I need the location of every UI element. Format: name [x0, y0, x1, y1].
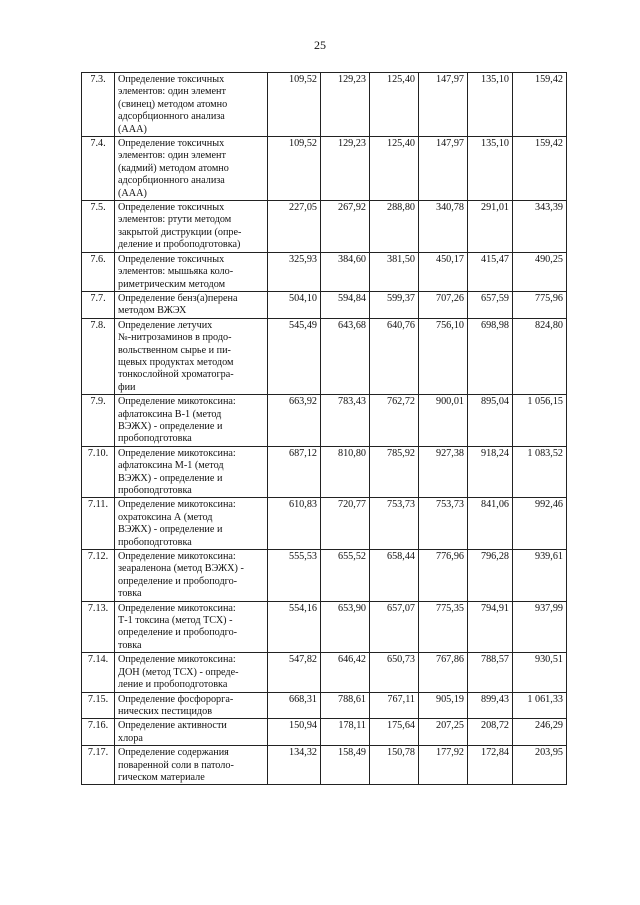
description-line: Определение токсичных — [118, 253, 225, 265]
price-cell: 135,10 — [468, 137, 513, 201]
description-cell — [115, 137, 268, 201]
table-row — [82, 601, 567, 653]
table-row — [82, 719, 567, 746]
price-cell: 599,37 — [370, 291, 419, 318]
price-cell: 159,42 — [513, 73, 567, 137]
price-cell: 490,25 — [513, 252, 567, 291]
table-row — [82, 318, 567, 394]
price-cell: 992,46 — [513, 498, 567, 550]
price-cell: 899,43 — [468, 692, 513, 719]
price-cell: 939,61 — [513, 550, 567, 602]
description-line: (ААА) — [118, 123, 147, 135]
price-cell: 384,60 — [321, 252, 370, 291]
price-cell: 927,38 — [419, 446, 468, 498]
price-cell: 594,84 — [321, 291, 370, 318]
price-cell: 918,24 — [468, 446, 513, 498]
price-cell: 657,59 — [468, 291, 513, 318]
description-line: Определение токсичных — [118, 138, 225, 150]
price-cell: 653,90 — [321, 601, 370, 653]
description-line: Определение содержания — [118, 747, 229, 759]
description-line: товка — [118, 588, 142, 600]
price-cell: 824,80 — [513, 318, 567, 394]
price-cell: 129,23 — [321, 73, 370, 137]
row-number-cell: 7.11. — [82, 498, 115, 550]
row-number-cell: 7.12. — [82, 550, 115, 602]
price-cell: 504,10 — [268, 291, 321, 318]
price-cell: 643,68 — [321, 318, 370, 394]
price-cell: 775,35 — [419, 601, 468, 653]
price-cell: 707,26 — [419, 291, 468, 318]
table-row — [82, 137, 567, 201]
row-number-cell: 7.3. — [82, 73, 115, 137]
price-cell: 203,95 — [513, 746, 567, 785]
price-cell: 177,92 — [419, 746, 468, 785]
price-cell: 555,53 — [268, 550, 321, 602]
row-number-cell: 7.4. — [82, 137, 115, 201]
description-line: ВЭЖХ) - определение и — [118, 420, 223, 432]
description-cell — [115, 550, 268, 602]
description-line: гическом материале — [118, 771, 205, 783]
price-cell: 788,61 — [321, 692, 370, 719]
description-line: элементов: один элемент — [118, 150, 226, 162]
price-cell: 288,80 — [370, 201, 419, 253]
description-cell — [115, 719, 268, 746]
description-cell — [115, 498, 268, 550]
price-cell: 129,23 — [321, 137, 370, 201]
table-row — [82, 746, 567, 785]
table-row — [82, 692, 567, 719]
price-cell: 159,42 — [513, 137, 567, 201]
price-cell: 650,73 — [370, 653, 419, 692]
description-line: тонкослойной хроматогра- — [118, 369, 234, 381]
description-line: фии — [118, 381, 136, 393]
price-cell: 207,25 — [419, 719, 468, 746]
description-cell — [115, 446, 268, 498]
price-cell: 109,52 — [268, 137, 321, 201]
price-cell: 147,97 — [419, 73, 468, 137]
description-line: (ААА) — [118, 187, 147, 199]
description-line: Определение летучих — [118, 319, 213, 331]
row-number-cell: 7.5. — [82, 201, 115, 253]
description-line: (кадмий) методом атомно — [118, 162, 229, 174]
row-number-cell: 7.14. — [82, 653, 115, 692]
table-body — [82, 73, 567, 785]
price-cell: 343,39 — [513, 201, 567, 253]
price-cell: 640,76 — [370, 318, 419, 394]
price-cell: 655,52 — [321, 550, 370, 602]
description-cell — [115, 318, 268, 394]
table-row — [82, 291, 567, 318]
price-cell: 1 061,33 — [513, 692, 567, 719]
description-cell — [115, 201, 268, 253]
description-line: ВЭЖХ) - определение и — [118, 524, 223, 536]
price-cell: 794,91 — [468, 601, 513, 653]
price-cell: 646,42 — [321, 653, 370, 692]
description-line: охратоксина А (метод — [118, 511, 213, 523]
price-cell: 267,92 — [321, 201, 370, 253]
page-number: 25 — [314, 38, 326, 52]
description-line: хлора — [118, 732, 143, 744]
row-number-cell: 7.8. — [82, 318, 115, 394]
price-cell: 125,40 — [370, 137, 419, 201]
table-row — [82, 498, 567, 550]
description-line: Определение фосфорорга- — [118, 693, 234, 705]
description-line: (свинец) методом атомно — [118, 98, 228, 110]
description-line: Определение микотоксина: — [118, 396, 236, 408]
description-cell — [115, 601, 268, 653]
price-cell: 905,19 — [419, 692, 468, 719]
table-row — [82, 395, 567, 447]
price-cell: 900,01 — [419, 395, 468, 447]
price-cell: 841,06 — [468, 498, 513, 550]
description-cell — [115, 653, 268, 692]
price-cell: 698,98 — [468, 318, 513, 394]
description-line: пробоподготовка — [118, 485, 192, 496]
table-row — [82, 653, 567, 692]
price-cell: 547,82 — [268, 653, 321, 692]
price-cell: 610,83 — [268, 498, 321, 550]
description-cell — [115, 746, 268, 785]
price-cell: 776,96 — [419, 550, 468, 602]
price-cell: 668,31 — [268, 692, 321, 719]
price-cell: 783,43 — [321, 395, 370, 447]
description-line: нических пестицидов — [118, 705, 213, 717]
price-cell: 1 056,15 — [513, 395, 567, 447]
price-cell: 125,40 — [370, 73, 419, 137]
price-cell: 663,92 — [268, 395, 321, 447]
description-line: щевых продуктах методом — [118, 356, 234, 368]
price-cell: 930,51 — [513, 653, 567, 692]
description-line: товка — [118, 639, 142, 651]
price-cell: 340,78 — [419, 201, 468, 253]
description-line: Определение микотоксина: — [118, 499, 236, 511]
description-cell — [115, 291, 268, 318]
description-cell — [115, 692, 268, 719]
description-line: ДОН (метод ТСХ) - опреде- — [118, 666, 239, 678]
price-cell: 415,47 — [468, 252, 513, 291]
price-cell: 753,73 — [419, 498, 468, 550]
table-row — [82, 252, 567, 291]
price-cell: 150,94 — [268, 719, 321, 746]
price-cell: 158,49 — [321, 746, 370, 785]
price-table — [81, 72, 567, 785]
description-line: Определение бенз(а)перена — [118, 292, 238, 304]
price-cell: 135,10 — [468, 73, 513, 137]
price-cell: 895,04 — [468, 395, 513, 447]
price-cell: 172,84 — [468, 746, 513, 785]
description-line: элементов: ртути методом — [118, 214, 232, 226]
row-number-cell: 7.15. — [82, 692, 115, 719]
price-cell: 150,78 — [370, 746, 419, 785]
description-line: №-нитрозаминов в продо- — [118, 332, 232, 344]
description-line: деление и пробоподготовка) — [118, 239, 241, 251]
price-cell: 762,72 — [370, 395, 419, 447]
price-cell: 810,80 — [321, 446, 370, 498]
price-cell: 753,73 — [370, 498, 419, 550]
row-number-cell: 7.17. — [82, 746, 115, 785]
description-line: Т-1 токсина (метод ТСХ) - — [118, 615, 233, 627]
row-number-cell: 7.10. — [82, 446, 115, 498]
price-cell: 785,92 — [370, 446, 419, 498]
description-line: определение и пробоподго- — [118, 627, 238, 639]
price-cell: 756,10 — [419, 318, 468, 394]
description-line: афлатоксина В-1 (метод — [118, 408, 222, 420]
description-line: Определение активности — [118, 720, 227, 732]
price-cell: 554,16 — [268, 601, 321, 653]
description-line: пробоподготовка — [118, 433, 192, 445]
price-cell: 720,77 — [321, 498, 370, 550]
price-cell: 767,11 — [370, 692, 419, 719]
price-cell: 325,93 — [268, 252, 321, 291]
price-cell: 381,50 — [370, 252, 419, 291]
row-number-cell: 7.6. — [82, 252, 115, 291]
description-line: Определение микотоксина: — [118, 602, 236, 614]
row-number-cell: 7.13. — [82, 601, 115, 653]
price-cell: 545,49 — [268, 318, 321, 394]
price-cell: 134,32 — [268, 746, 321, 785]
row-number-cell: 7.9. — [82, 395, 115, 447]
table-row — [82, 550, 567, 602]
description-line: адсорбционного анализа — [118, 111, 225, 123]
description-line: адсорбционного анализа — [118, 175, 225, 187]
description-line: определение и пробоподго- — [118, 575, 238, 587]
price-cell: 147,97 — [419, 137, 468, 201]
description-line: элементов: один элемент — [118, 86, 226, 98]
price-cell: 775,96 — [513, 291, 567, 318]
description-line: Определение микотоксина: — [118, 551, 236, 563]
price-cell: 767,86 — [419, 653, 468, 692]
description-line: элементов: мышьяка коло- — [118, 266, 234, 278]
price-cell: 788,57 — [468, 653, 513, 692]
description-line: риметрическим методом — [118, 278, 226, 290]
description-line: Определение токсичных — [118, 202, 225, 214]
price-cell: 246,29 — [513, 719, 567, 746]
description-cell — [115, 73, 268, 137]
price-cell: 208,72 — [468, 719, 513, 746]
price-cell: 937,99 — [513, 601, 567, 653]
price-cell: 291,01 — [468, 201, 513, 253]
description-line: закрытой диструкции (опре- — [118, 226, 242, 238]
price-cell: 227,05 — [268, 201, 321, 253]
price-cell: 796,28 — [468, 550, 513, 602]
description-line: пробоподготовка — [118, 536, 192, 548]
description-line: ление и пробоподготовка — [118, 679, 228, 691]
description-cell — [115, 252, 268, 291]
table-row — [82, 73, 567, 137]
price-cell: 450,17 — [419, 252, 468, 291]
price-cell: 178,11 — [321, 719, 370, 746]
price-cell: 658,44 — [370, 550, 419, 602]
description-line: зеараленона (метод ВЭЖХ) - — [118, 563, 244, 575]
row-number-cell: 7.16. — [82, 719, 115, 746]
price-cell: 109,52 — [268, 73, 321, 137]
description-line: методом ВЖЭХ — [118, 305, 187, 317]
description-line: ВЭЖХ) - определение и — [118, 472, 223, 484]
price-cell: 1 083,52 — [513, 446, 567, 498]
description-line: афлатоксина М-1 (метод — [118, 460, 224, 472]
price-cell: 687,12 — [268, 446, 321, 498]
description-line: вольственном сырье и пи- — [118, 344, 231, 356]
price-cell: 175,64 — [370, 719, 419, 746]
description-line: Определение микотоксина: — [118, 654, 236, 666]
description-line: Определение токсичных — [118, 74, 225, 85]
table-row — [82, 446, 567, 498]
table-row — [82, 201, 567, 253]
description-line: Определение микотоксина: — [118, 447, 236, 459]
row-number-cell: 7.7. — [82, 291, 115, 318]
price-cell: 657,07 — [370, 601, 419, 653]
description-cell — [115, 395, 268, 447]
description-line: поваренной соли в патоло- — [118, 759, 234, 771]
